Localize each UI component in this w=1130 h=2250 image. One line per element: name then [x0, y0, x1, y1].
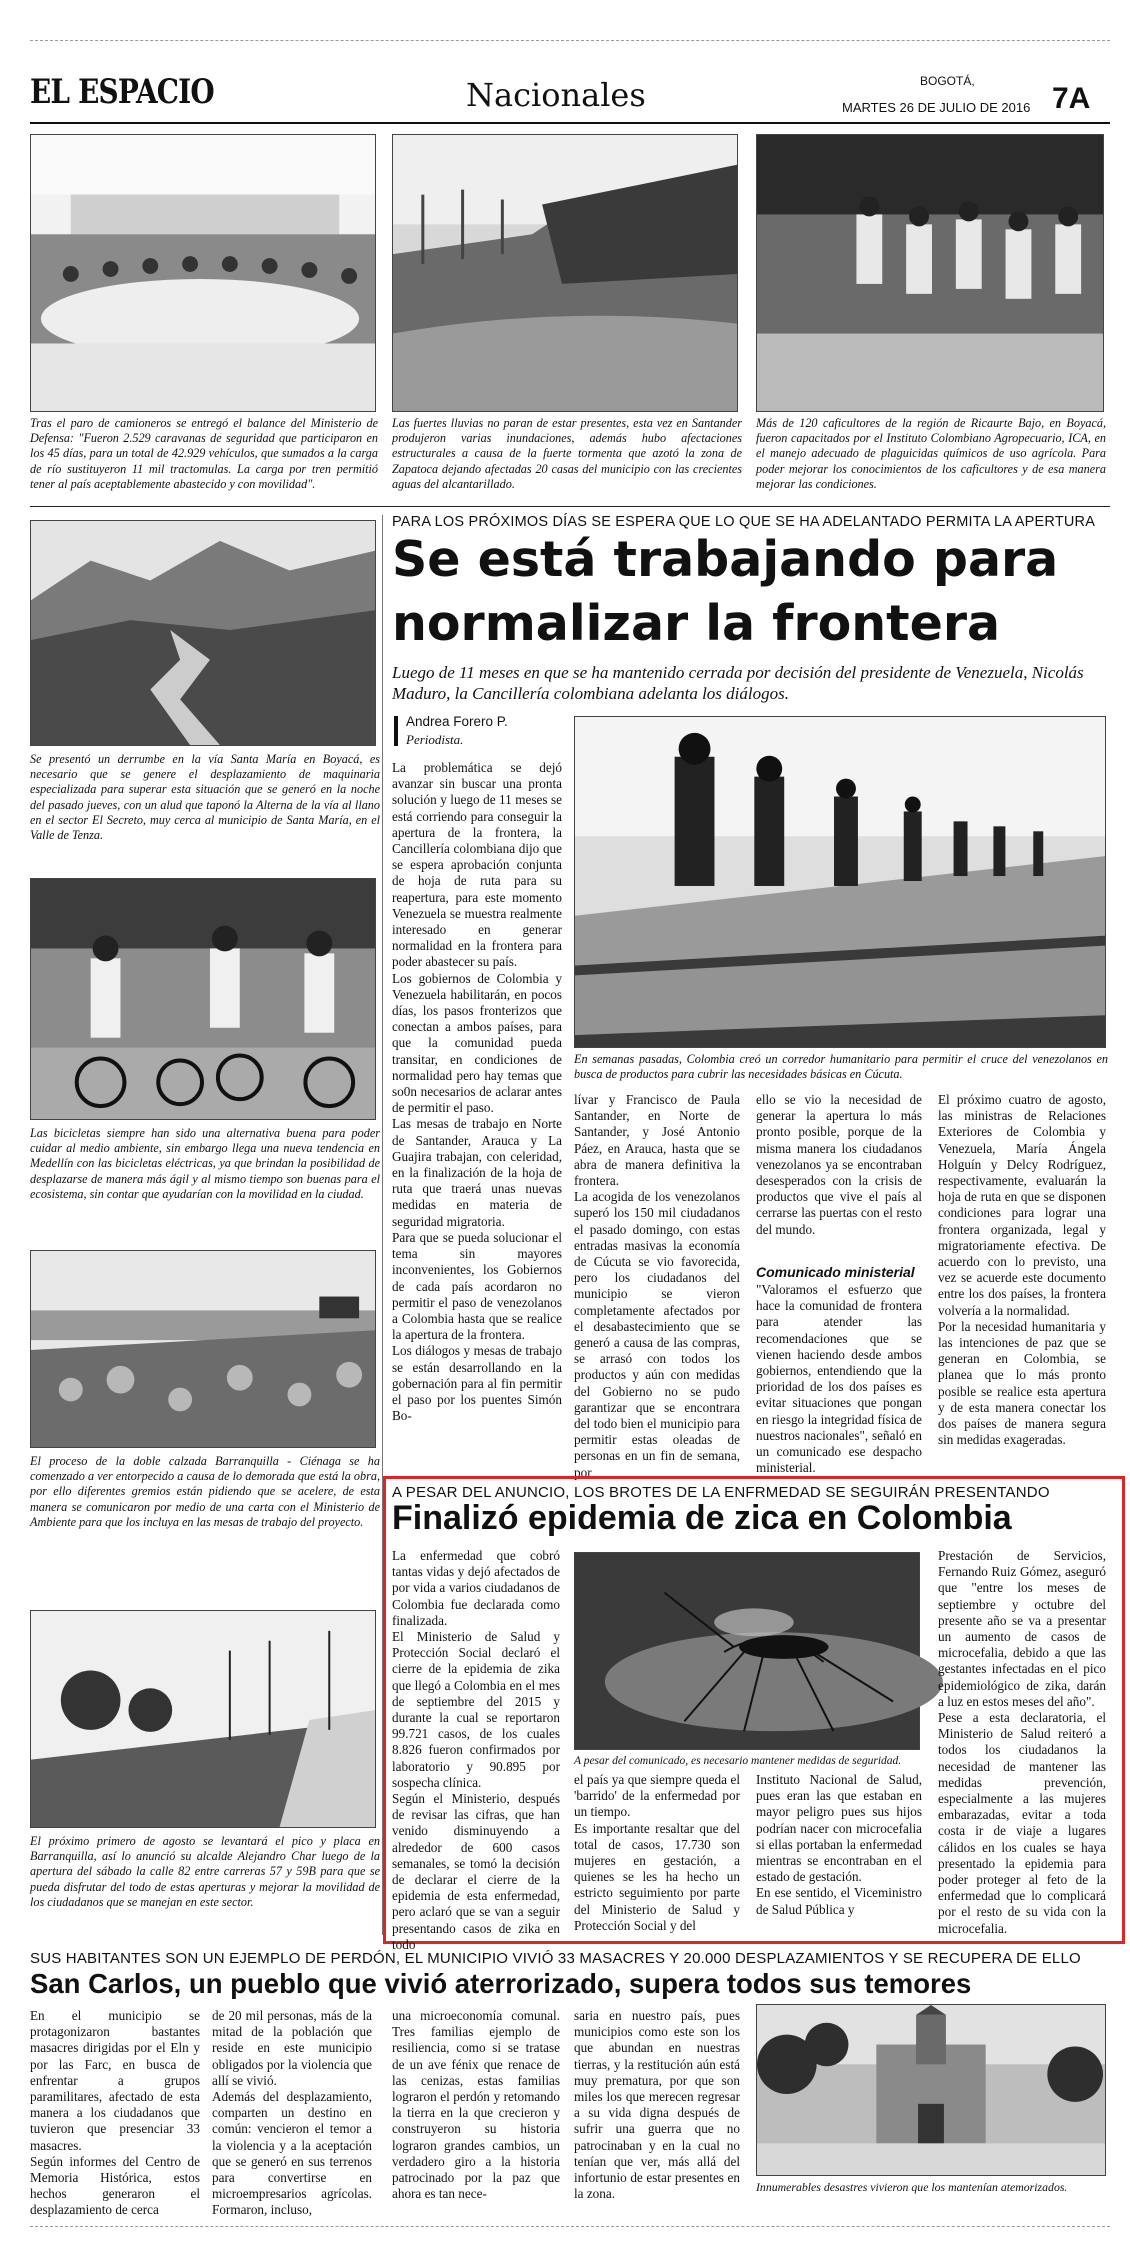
- sancarlos-headline: San Carlos, un pueblo que vivió aterrorizado, supera todos sus temores: [30, 1968, 972, 1999]
- byline-role: Periodista.: [406, 732, 464, 747]
- frontera-column-2: lívar y Francisco de Paula Santander, en Norte de Santander, y José Antonio Páez, en Arauca, hasta que se abra de manera definitiva la frontera. La acogida de los venezolanos superó los 150 mil ciudadanos el pasado domingo, con estas entradas masivas la economía de Cúcuta se vio favorecida, pero los ciudadanos del municipio se vieron completamente afectados por el desabastecimiento que se generó a causa de las compras, se arrasó con todos los productos y aún con medidas del Gobierno no se pudo garantizar que se encontrara del todo bien el municipio para permitir estas oleadas de personas en un fin de semana, por: [574, 1092, 740, 1480]
- photo-medellin-bicycles: [30, 878, 376, 1120]
- caption-santander-flooding: Las fuertes lluvias no paran de estar presentes, esta vez en Santander produjeron varias inundaciones, además hubo afectaciones estructurales a causa de la fuerte tormenta que azotó la zona de Zapatoca dejando afectadas 20 casas del municipio con las crecientes aguas del alcantarillado.: [392, 416, 742, 491]
- byline-author: Andrea Forero P.: [406, 714, 508, 729]
- caption-boyaca-landslide: Se presentó un derrumbe en la vía Santa María en Boyacá, es necesario que se genere el desplazamiento de maquinaria especializada para superar esta situación que se generó en la noche del pasado jueves, con un alud que taponó la Alterna de la vía al llano en el sector El Secreto, muy cerca al municipio de Santa María, en el Valle de Tenza.: [30, 752, 380, 843]
- caption-barranquilla-street: El próximo primero de agosto se levantará el pico y placa en Barranquilla, así lo anunció su alcalde Alejandro Char luego de la apertura del sábado la calle 82 entre carreras 57 y 59B para que se pueda disfrutar del todo de estas aperturas y mejorar la movilidad de los ciudadanos que se manejan en este sector.: [30, 1834, 380, 1909]
- photo-san-carlos-church: [756, 2004, 1106, 2176]
- frontera-subhead: Comunicado ministerial: [756, 1264, 915, 1280]
- section-title: Nacionales: [466, 76, 646, 114]
- zika-column-4: Prestación de Servicios, Fernando Ruiz Gómez, aseguró que "entre los meses de septiembre y octubre del presente año se va a presentar un aumento de casos de microcefalia, debido a que las gestantes infectadas en el pico epidemiológico de zika, darán a luz en estos meses del año". Pese a esta declaratoria, el Ministerio de Salud reiteró a todos los ciudadanos la necesidad de mantener las medidas prevención, especialmente a las mujeres embarazadas, evitar a toda costa ir de viaje a lugares cálidos en los cuales se haya presentado la epidemia para poder proteger al feto de la enfermedad que lo complicará por el resto de su vida con la microcefalia.: [938, 1548, 1106, 1936]
- caption-mosquito: A pesar del comunicado, es necesario mantener medidas de seguridad.: [574, 1755, 902, 1767]
- zika-column-2: el país ya que siempre queda el 'barrido' de la enfermedad por un tiempo. Es importante resaltar que del total de casos, 17.730 son mujeres en gestación, a quienes se les ha hecho un estricto seguimiento por parte del Ministerio de Salud y Protección Social y del: [574, 1772, 740, 1933]
- page-number: 7A: [1052, 82, 1091, 115]
- dateline-city: BOGOTÁ,: [920, 74, 975, 88]
- caption-coffee-growers: Más de 120 caficultores de la región de Ricaurte Bajo, en Boyacá, fueron capacitados por el Instituto Colombiano Agropecuario, ICA, en el manejo adecuado de plaguicidas químicos de uso agrícola. Para poder mejorar los conocimientos de los caficultores y de esa manera mejorar las condiciones.: [756, 416, 1106, 491]
- frontera-headline-line2: normalizar la frontera: [392, 595, 1001, 652]
- caption-humanitarian-corridor: En semanas pasadas, Colombia creó un corredor humanitario para permitir el cruce del venezolanos en busca de productos para cubrir las necesidades básicas en Cúcuta.: [574, 1052, 1108, 1082]
- sancarlos-column-3: una microeconomía comunal. Tres familias ejemplo de resiliencia, como si se tratase de un ave fénix que renace de las cenizas, estas familias lograron el perdón y retomando la tierra en la que crecieron y construyeron su historia lograron grandes cambios, un verdadero giro a la historia patrocinado por la paz que ahora es tan nece-: [392, 2008, 560, 2202]
- top-row-rule: [30, 506, 1110, 507]
- caption-medellin-bicycles: Las bicicletas siempre han sido una alternativa buena para poder cuidar al medio ambiente, sin embargo llega una nueva tendencia en Medellín con las bicicletas eléctricas, ya que brindan la posibilidad de desplazarse de manera más ágil y al mismo tiempo son buenas para el ecosistema, sin contar que ayudarían con la movilidad en la ciudad.: [30, 1126, 380, 1201]
- photo-barranquilla-road: [30, 1250, 376, 1448]
- frontera-column-3a: ello se vio la necesidad de generar la apertura lo más pronto posible, porque de la misma manera los ciudadanos venezolanos ya se encontraban desesperados con la crisis de productos que vive el país al cerrarse las puertas con el resto del mundo.: [756, 1092, 922, 1237]
- photo-defense-ministry-meeting: [30, 134, 376, 412]
- newspaper-logo: EL ESPACIO: [30, 72, 214, 112]
- zika-headline: Finalizó epidemia de zica en Colombia: [392, 1499, 1012, 1537]
- caption-defense-ministry: Tras el paro de camioneros se entregó el balance del Ministerio de Defensa: "Fueron 2.529 caravanas de seguridad que participaron en los 45 días, para un total de 42.929 vehículos, que sumados a la carga de río sustituyeron 11 mil tractomulas. La carga por tren permitió tener al país aceptablemente abastecido y con movilidad".: [30, 416, 378, 491]
- frontera-column-4: El próximo cuatro de agosto, las ministras de Relaciones Exteriores de Colombia y Venezuela, María Ángela Holguín y Delcy Rodríguez, respectivamente, evaluarán la hoja de ruta en que se disponen condiciones para lograr una frontera organizada, legal y migratoriamente efectiva. De acuerdo con lo previsto, una vez se acuerde este documento entre los dos países, la frontera volvería a la normalidad. Por la necesidad humanitaria y las intenciones de paz que se generan en Colombia, se planea que lo más pronto posible se realice esta apertura y de esta manera conectar los dos países de manera segura sin medidas exageradas.: [938, 1092, 1106, 1448]
- sancarlos-column-1: En el municipio se protagonizaron bastantes masacres dirigidas por el Eln y por las Farc, en busca de enfrentar a grupos paramilitares, afectado de esta manera a los ciudadanos que tuvieron que presenciar 33 masacres. Según informes del Centro de Memoria Histórica, estos hechos generaron el desplazamiento de cerca: [30, 2008, 200, 2218]
- sancarlos-column-4: saria en nuestro país, pues municipios como este son los que abundan en nuestras tierras, y la restitución aún está muy prematura, por que son miles los que merecen regresar a su vida digna después de sufrir una guerra que no patrocinaban y en la cual no tenían que ver, más allá del infortunio de estar presentes en la zona.: [574, 2008, 740, 2202]
- photo-coffee-growers: [756, 134, 1104, 412]
- photo-mosquito: [574, 1552, 920, 1750]
- sancarlos-kicker: SUS HABITANTES SON UN EJEMPLO DE PERDÓN, EL MUNICIPIO VIVIÓ 33 MASACRES Y 20.000 DESPLAZAMIENTOS Y SE RECUPERA DE ELLO: [30, 1950, 1081, 1967]
- zika-column-1: La enfermedad que cobró tantas vidas y dejó afectados de por vida a varios ciudadanos de Colombia fue declarada como finalizada. El Ministerio de Salud y Protección Social declaró el cierre de la epidemia de zika que llegó a Colombia en el mes de septiembre del 2015 y durante la cual se reportaron 99.721 casos, de los cuales 8.826 fueron confirmados por laboratorio y 90.895 por sospecha clínica. Según el Ministerio, después de revisar las cifras, que han venido disminuyendo a alrededor de 600 casos semanales, se tomó la decisión de declarar el cierre de la epidemia de esta enfermedad, pero aclaró que se van a seguir presentando casos de zika en todo: [392, 1548, 560, 1952]
- top-dotted-rule: [30, 40, 1110, 41]
- zika-kicker: A PESAR DEL ANUNCIO, LOS BROTES DE LA ENFRMEDAD SE SEGUIRÁN PRESENTANDO: [392, 1484, 1050, 1501]
- photo-santander-flooding: [392, 134, 738, 412]
- frontera-dek: Luego de 11 meses en que se ha mantenido cerrada por decisión del presidente de Venezuela, Nicolás Maduro, la Cancillería colombiana adelanta los diálogos.: [392, 663, 1084, 703]
- photo-barranquilla-street: [30, 1610, 376, 1828]
- sancarlos-column-2: de 20 mil personas, más de la mitad de la población que reside en este municipio obligados por la violencia que allí se vivió. Además del desplazamiento, comparten un destino en común: vencieron el temor a la violencia y a la aceptación que se generó en sus terrenos para convertirse en microempresarios agrícolas. Formaron, incluso,: [212, 2008, 372, 2218]
- bottom-dotted-rule: [30, 2226, 1110, 2227]
- frontera-column-3b: "Valoramos el esfuerzo que hace la comunidad de frontera para atender las recomendaciones que se vienen haciendo desde ambos gobiernos, entendiendo que la prioridad de los dos países es evitar situaciones que pongan en riesgo la integridad física de nuestros nacionales", señaló en un comunicado ese despacho ministerial.: [756, 1282, 922, 1476]
- byline-bar: [394, 716, 398, 746]
- caption-san-carlos-church: Innumerables desastres vivieron que los mantenían atemorizados.: [756, 2180, 1068, 2194]
- zika-column-3: Instituto Nacional de Salud, pues eran las que estaban en mayor peligro pues sus hijos podrían nacer con microcefalia si ellas portaban la enfermedad mientras se encontraban en el estado de gestación. En ese sentido, el Viceministro de Salud Pública y: [756, 1772, 922, 1917]
- dateline-date: MARTES 26 DE JULIO DE 2016: [842, 100, 1031, 115]
- photo-boyaca-landslide: [30, 520, 376, 746]
- frontera-headline-line1: Se está trabajando para: [392, 531, 1059, 588]
- frontera-column-1: La problemática se dejó avanzar sin buscar una pronta solución y luego de 11 meses se está corriendo para conseguir la apertura de la frontera, la Cancillería colombiana dijo que se espera aprobación conjunta de hoja de ruta para su reapertura, para este momento Venezuela se muestra realmente interesado en generar normalidad en la frontera para poder abastecer su país. Los gobiernos de Colombia y Venezuela habilitarán, en pocos días, los pasos fronterizos que conectan a ambos países, para que la comunidad pueda transitar, en condiciones de normalidad pero hay temas que so0n necesarios de aclarar antes de permitir el paso. Las mesas de trabajo en Norte de Santander, Arauca y La Guajira trabajan, con celeridad, en la finalización de la hoja de ruta que traerá unas nuevas medidas en materia de seguridad migratoria. Para que se pueda solucionar el tema sin mayores inconvenientes, los Gobiernos de cada país acordaron no permitir el paso de venezolanos a Colombia hasta que se realice la apertura de la frontera. Los diálogos y mesas de trabajo se están desarrollando en la gobernación para al fin permitir el paso por los puentes Simón Bo-: [392, 760, 562, 1424]
- frontera-kicker: PARA LOS PRÓXIMOS DÍAS SE ESPERA QUE LO QUE SE HA ADELANTADO PERMITA LA APERTURA: [392, 514, 1096, 530]
- header-rule: [30, 122, 1110, 124]
- photo-humanitarian-corridor: [574, 716, 1106, 1048]
- caption-barranquilla-road: El proceso de la doble calzada Barranquilla - Ciénaga se ha comenzado a ver entorpecido a causa de lo demorada que está la obra, por ello diferentes gremios están pidiendo que se acelere, de esta manera se comunicaron por medio de una carta con el Ministerio de Ambiente para que los incluya en las mesas de trabajo del proyecto.: [30, 1454, 380, 1529]
